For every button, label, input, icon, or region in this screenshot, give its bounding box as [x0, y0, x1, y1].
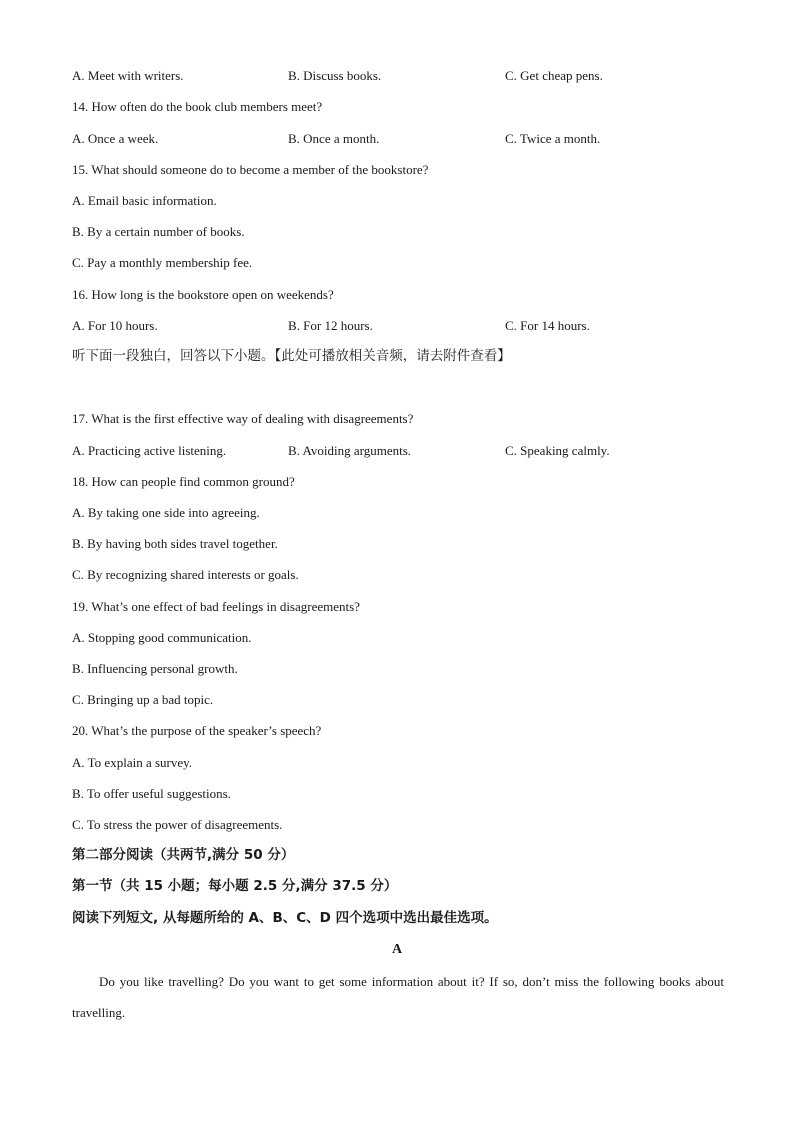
q13-option-c: C. Get cheap pens.: [505, 68, 603, 83]
q18-option-a: A. By taking one side into agreeing.: [72, 505, 260, 520]
q13-option-b: B. Discuss books.: [288, 68, 382, 83]
q16-option-c: C. For 14 hours.: [505, 318, 590, 333]
q18-option-c: C. By recognizing shared interests or goals.: [72, 567, 299, 582]
q14-stem: 14. How often do the book club members meet?: [72, 99, 323, 114]
q19-option-b: B. Influencing personal growth.: [72, 661, 238, 676]
q15-option-b: B. By a certain number of books.: [72, 224, 245, 239]
passage-paragraph: Do you like travelling? Do you want to get some information about it? If so, don’t miss the following books about travelling.: [72, 974, 724, 1020]
q20-option-b: B. To offer useful suggestions.: [72, 786, 231, 801]
q16-stem: 16. How long is the bookstore open on weekends?: [72, 287, 334, 302]
q15-option-c: C. Pay a monthly membership fee.: [72, 255, 253, 270]
q16-option-a: A. For 10 hours.: [72, 318, 158, 333]
part2-heading: 第二部分阅读（共两节,满分 50 分）: [72, 847, 295, 863]
q20-option-c: C. To stress the power of disagreements.: [72, 817, 283, 832]
q17-option-c: C. Speaking calmly.: [505, 443, 610, 458]
q19-option-a: A. Stopping good communication.: [72, 630, 252, 645]
q15-option-a: A. Email basic information.: [72, 193, 217, 208]
q14-option-c: C. Twice a month.: [505, 131, 601, 146]
q18-option-b: B. By having both sides travel together.: [72, 536, 278, 551]
q17-option-a: A. Practicing active listening.: [72, 443, 227, 458]
q17-option-b: B. Avoiding arguments.: [288, 443, 412, 458]
q18-stem: 18. How can people find common ground?: [72, 474, 295, 489]
q19-option-c: C. Bringing up a bad topic.: [72, 692, 214, 707]
q13-option-a: A. Meet with writers.: [72, 68, 184, 83]
q14-option-b: B. Once a month.: [288, 131, 380, 146]
q16-option-b: B. For 12 hours.: [288, 318, 373, 333]
passage-label: A: [391, 942, 403, 957]
q14-option-a: A. Once a week.: [72, 131, 159, 146]
q15-stem: 15. What should someone do to become a member of the bookstore?: [72, 162, 429, 177]
q17-stem: 17. What is the first effective way of dealing with disagreements?: [72, 411, 414, 426]
reading-instruction: 阅读下列短文, 从每题所给的 A、B、C、D 四个选项中选出最佳选项。: [72, 910, 498, 926]
monologue-instruction: 听下面一段独白，回答以下小题。【此处可播放相关音频，请去附件查看】: [72, 348, 511, 364]
q20-stem: 20. What’s the purpose of the speaker’s speech?: [72, 723, 322, 738]
q20-option-a: A. To explain a survey.: [72, 755, 193, 770]
q19-stem: 19. What’s one effect of bad feelings in disagreements?: [72, 599, 360, 614]
section1-heading: 第一节（共 15 小题；每小题 2.5 分,满分 37.5 分）: [72, 878, 398, 894]
